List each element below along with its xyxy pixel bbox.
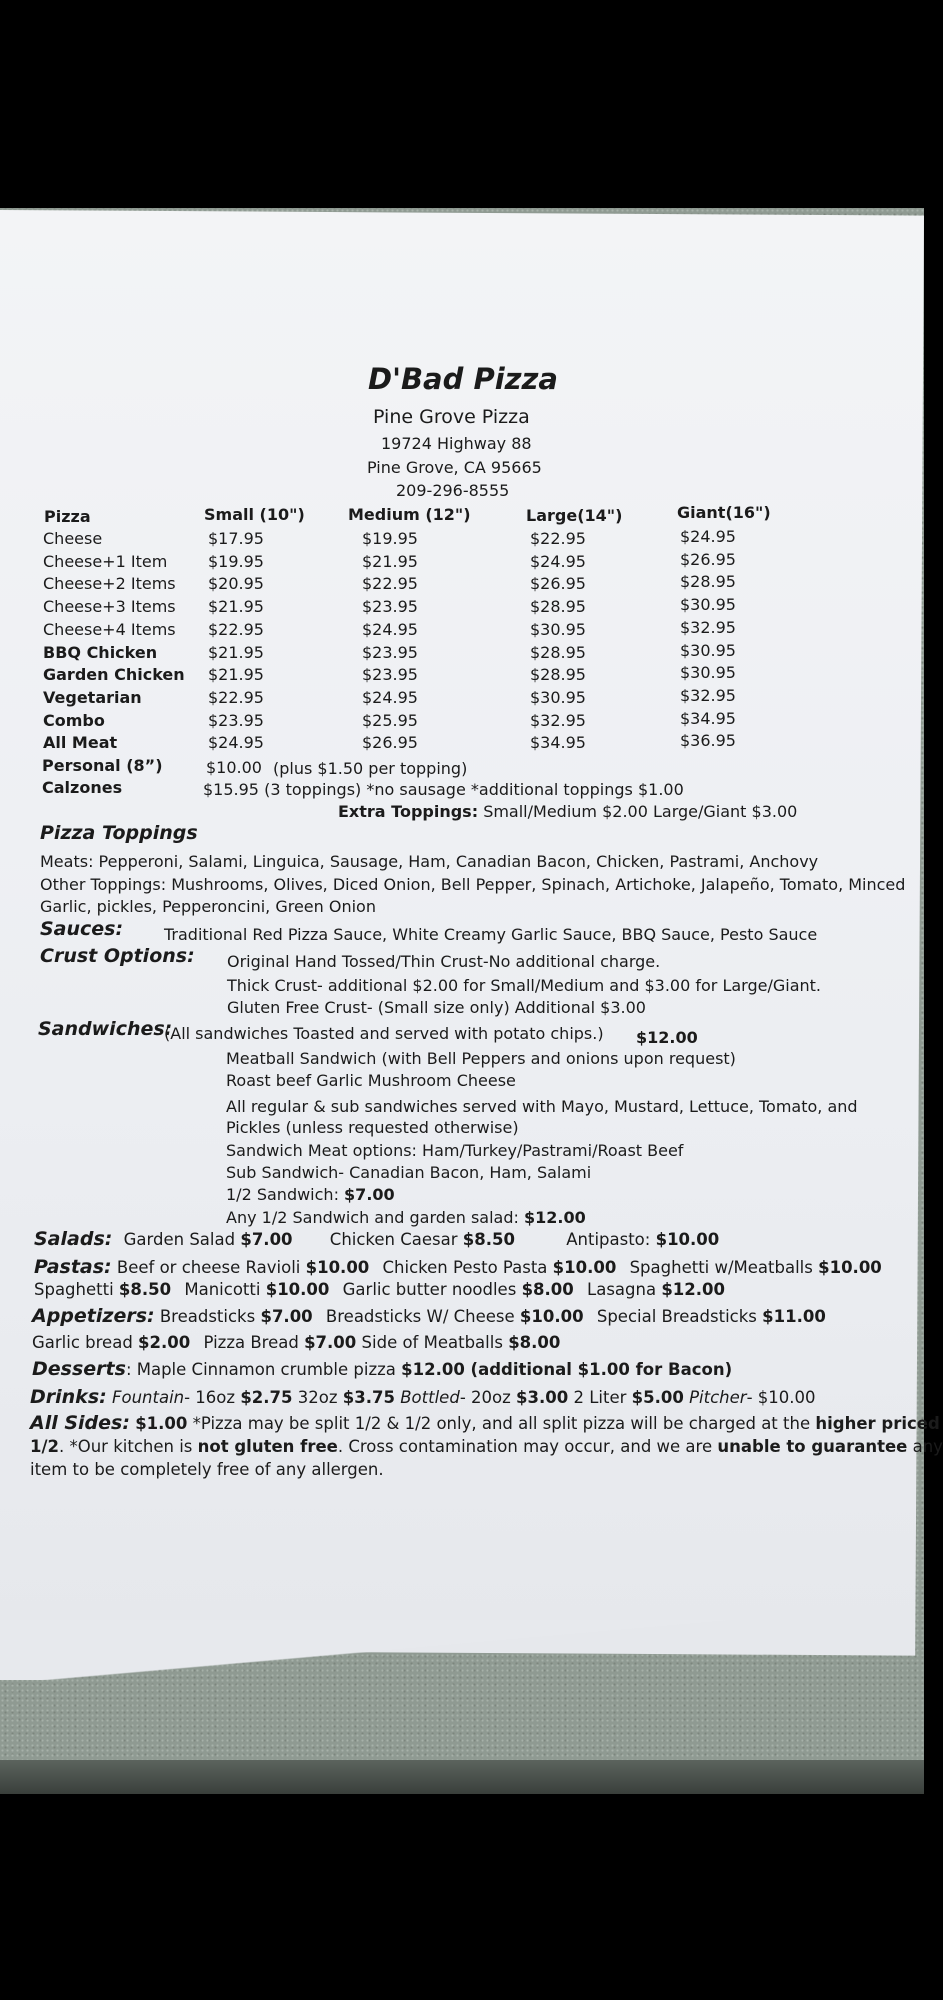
calzones-label: Calzones (42, 778, 123, 797)
price-medium: $26.95 (362, 733, 418, 753)
sandwich-line-6: Sub Sandwich- Canadian Bacon, Ham, Salami (226, 1163, 592, 1182)
app-garlic-bread: Garlic bread (32, 1333, 133, 1352)
extra-toppings-label: Extra Toppings: (338, 802, 479, 821)
drinks-2liter: 2 Liter (573, 1388, 627, 1407)
app-meatballs-price: $8.00 (508, 1333, 561, 1352)
price-medium: $19.95 (362, 529, 418, 548)
drinks-20oz: - 20oz (459, 1388, 511, 1407)
pasta-garlic-noodles: Garlic butter noodles (342, 1280, 517, 1299)
pasta-ravioli: Beef or cheese Ravioli (116, 1258, 301, 1277)
crust-line-1: Original Hand Tossed/Thin Crust-No additional charge. (227, 952, 661, 971)
price-medium: $22.95 (362, 574, 418, 594)
price-small: $22.95 (208, 687, 264, 707)
desserts-text: : Maple Cinnamon crumble pizza (125, 1360, 396, 1379)
price-giant: $24.95 (680, 527, 736, 546)
pasta-spaghetti: Spaghetti (34, 1280, 114, 1299)
app-special-breadsticks: Special Breadsticks (596, 1307, 757, 1326)
drinks-pitcher-label: Pitcher (689, 1388, 747, 1407)
toppings-heading: Pizza Toppings (40, 822, 198, 844)
price-medium: $25.95 (362, 710, 418, 730)
guarantee-note-bold: unable to guarantee (717, 1437, 908, 1456)
col-header-small: Small (10") (204, 505, 305, 524)
price-large: $30.95 (530, 687, 586, 707)
personal-note: (plus $1.50 per topping) (273, 759, 468, 778)
price-small: $24.95 (208, 733, 264, 753)
pizza-name: All Meat (43, 733, 118, 753)
pizza-name: BBQ Chicken (43, 642, 158, 662)
pastas-heading: Pastas: (34, 1256, 112, 1278)
allergen-note: item to be completely free of any allergen. (30, 1460, 384, 1479)
pizza-name: Cheese+3 Items (43, 597, 176, 617)
pizza-name: Cheese (43, 529, 103, 548)
price-large: $30.95 (530, 619, 586, 639)
appetizers-heading: Appetizers: (32, 1305, 155, 1327)
drinks-pitcher-price: - $10.00 (746, 1388, 816, 1407)
pizza-name: Cheese+4 Items (43, 619, 176, 639)
app-special-breadsticks-price: $11.00 (762, 1307, 826, 1326)
price-medium: $24.95 (362, 687, 418, 707)
shadow-strip (0, 1760, 924, 1794)
price-small: $22.95 (208, 619, 264, 639)
price-large: $28.95 (530, 642, 586, 662)
pasta-pesto-price: $10.00 (552, 1258, 617, 1277)
price-giant: $32.95 (680, 685, 736, 705)
price-giant: $34.95 (680, 708, 736, 728)
sandwiches-price: $12.00 (636, 1028, 698, 1047)
drinks-heading: Drinks: (30, 1386, 107, 1408)
split-pizza-note: *Pizza may be split 1/2 & 1/2 only, and all split pizza will be charged at the (192, 1414, 811, 1433)
pasta-garlic-noodles-price: $8.00 (521, 1280, 574, 1299)
salad-caesar-price: $8.50 (462, 1230, 515, 1249)
col-header-pizza: Pizza (44, 507, 91, 526)
split-pizza-note-bold: higher priced (815, 1414, 940, 1433)
drinks-32oz: 32oz (297, 1388, 338, 1407)
pizza-name: Cheese+2 Items (43, 574, 176, 594)
price-small: $21.95 (208, 642, 264, 662)
sandwich-line-4: Pickles (unless requested otherwise) (226, 1118, 519, 1137)
price-small: $21.95 (208, 597, 264, 617)
drinks-16oz: - 16oz (184, 1388, 236, 1407)
price-medium: $24.95 (362, 619, 418, 639)
half-note: 1/2 (30, 1437, 59, 1456)
crust-heading: Crust Options: (40, 945, 195, 967)
gluten-note-end: any (912, 1437, 943, 1456)
price-giant: $32.95 (680, 617, 736, 637)
app-breadsticks-cheese-price: $10.00 (519, 1307, 584, 1326)
app-breadsticks-cheese: Breadsticks W/ Cheese (325, 1307, 515, 1326)
col-header-medium: Medium (12") (348, 505, 471, 524)
toppings-meats: Meats: Pepperoni, Salami, Linguica, Sausage, Ham, Canadian Bacon, Chicken, Pastrami, Anchovy (40, 852, 819, 871)
crust-line-3: Gluten Free Crust- (Small size only) Additional $3.00 (227, 998, 646, 1017)
price-large: $24.95 (530, 551, 586, 571)
salad-antipasto: Antipasto: (566, 1230, 651, 1249)
pasta-lasagna-price: $12.00 (661, 1280, 725, 1299)
price-small: $17.95 (208, 529, 264, 548)
gluten-note-bold: not gluten free (197, 1437, 338, 1456)
price-medium: $21.95 (362, 551, 418, 571)
sandwiches-intro: (All sandwiches Toasted and served with potato chips.) (164, 1024, 604, 1043)
sandwich-line-5: Sandwich Meat options: Ham/Turkey/Pastrami/Roast Beef (226, 1141, 684, 1160)
sandwich-line-2: Roast beef Garlic Mushroom Cheese (226, 1071, 516, 1090)
pasta-ravioli-price: $10.00 (305, 1258, 370, 1277)
app-meatballs: Side of Meatballs (361, 1333, 503, 1352)
pasta-spaghetti-price: $8.50 (118, 1280, 172, 1299)
pasta-spaghetti-meatballs: Spaghetti w/Meatballs (629, 1258, 813, 1277)
sandwich-line-3: All regular & sub sandwiches served with Mayo, Mustard, Lettuce, Tomato, and (226, 1097, 858, 1116)
drinks-2liter-price: $5.00 (631, 1388, 684, 1407)
price-large: $28.95 (530, 665, 586, 685)
col-header-large: Large(14") (526, 506, 623, 525)
price-giant: $30.95 (680, 595, 736, 615)
toppings-other-2: Garlic, pickles, Pepperoncini, Green Onion (40, 897, 376, 916)
price-large: $28.95 (530, 597, 586, 617)
restaurant-title: D'Bad Pizza (368, 362, 559, 396)
price-small: $19.95 (208, 551, 264, 571)
gluten-note-a: . *Our kitchen is (59, 1437, 193, 1456)
price-giant: $26.95 (680, 549, 736, 569)
sandwich-salad-price: $12.00 (524, 1208, 586, 1227)
phone-number: 209-296-8555 (396, 481, 510, 500)
app-pizza-bread: Pizza Bread (203, 1333, 299, 1352)
price-small: $21.95 (208, 665, 264, 685)
address-line-1: 19724 Highway 88 (381, 434, 532, 453)
desserts-heading: Desserts (32, 1358, 126, 1380)
price-small: $23.95 (208, 710, 264, 730)
app-garlic-bread-price: $2.00 (138, 1333, 191, 1352)
half-sandwich-label: 1/2 Sandwich: (226, 1185, 339, 1204)
price-medium: $23.95 (362, 597, 418, 617)
extra-toppings-text: Small/Medium $2.00 Large/Giant $3.00 (483, 802, 798, 821)
pasta-lasagna: Lasagna (587, 1280, 657, 1299)
app-breadsticks-price: $7.00 (260, 1307, 313, 1326)
gluten-note-b: . Cross contamination may occur, and we are (337, 1437, 713, 1456)
pasta-spaghetti-meatballs-price: $10.00 (818, 1258, 882, 1277)
price-medium: $23.95 (362, 642, 418, 662)
drinks-16oz-price: $2.75 (240, 1388, 293, 1407)
drinks-fountain-label: Fountain (111, 1388, 185, 1407)
salads-heading: Salads: (34, 1228, 113, 1250)
sides-price: $1.00 (135, 1414, 188, 1433)
drinks-bottled-label: Bottled (400, 1388, 460, 1407)
pizza-name: Garden Chicken (43, 665, 185, 685)
price-small: $20.95 (208, 574, 264, 594)
paper-edge (0, 1620, 924, 1680)
pasta-pesto: Chicken Pesto Pasta (382, 1258, 548, 1277)
col-header-giant: Giant(16") (677, 503, 771, 522)
sides-heading: All Sides: (30, 1412, 130, 1434)
personal-price: $10.00 (206, 758, 262, 777)
drinks-20oz-price: $3.00 (516, 1388, 569, 1407)
address-line-2: Pine Grove, CA 95665 (367, 458, 542, 477)
pizza-name: Combo (43, 710, 105, 730)
price-giant: $36.95 (680, 731, 736, 751)
sandwiches-heading: Sandwiches: (38, 1018, 173, 1040)
price-large: $22.95 (530, 529, 586, 548)
personal-label: Personal (8”) (42, 756, 163, 775)
salad-antipasto-price: $10.00 (655, 1230, 720, 1249)
pizza-name: Cheese+1 Item (43, 551, 168, 571)
pasta-manicotti-price: $10.00 (265, 1280, 330, 1299)
price-large: $34.95 (530, 733, 586, 753)
half-sandwich-price: $7.00 (344, 1185, 395, 1204)
drinks-32oz-price: $3.75 (342, 1388, 395, 1407)
price-large: $32.95 (530, 710, 586, 730)
price-large: $26.95 (530, 574, 586, 594)
price-giant: $30.95 (680, 640, 736, 660)
calzones-text: $15.95 (3 toppings) *no sausage *additional toppings $1.00 (203, 780, 684, 799)
price-giant: $30.95 (680, 663, 736, 683)
pasta-manicotti: Manicotti (184, 1280, 261, 1299)
pizza-name: Vegetarian (43, 687, 142, 707)
sandwich-line-1: Meatball Sandwich (with Bell Peppers and onions upon request) (226, 1049, 736, 1068)
price-medium: $23.95 (362, 665, 418, 685)
salad-caesar: Chicken Caesar (329, 1230, 458, 1249)
app-pizza-bread-price: $7.00 (304, 1333, 357, 1352)
desserts-price: $12.00 (additional $1.00 for Bacon) (401, 1360, 733, 1379)
salad-garden-price: $7.00 (240, 1230, 293, 1249)
app-breadsticks: Breadsticks (159, 1307, 256, 1326)
crust-line-2: Thick Crust- additional $2.00 for Small/Medium and $3.00 for Large/Giant. (227, 976, 821, 995)
price-giant: $28.95 (680, 572, 736, 592)
restaurant-subtitle: Pine Grove Pizza (373, 406, 530, 428)
salad-garden: Garden Salad (123, 1230, 236, 1249)
sauces-heading: Sauces: (40, 918, 124, 940)
sandwich-salad-label: Any 1/2 Sandwich and garden salad: (226, 1208, 519, 1227)
toppings-other-1: Other Toppings: Mushrooms, Olives, Diced Onion, Bell Pepper, Spinach, Artichoke, Jalapeño, Tomato, Minced (40, 875, 906, 894)
sauces-text: Traditional Red Pizza Sauce, White Creamy Garlic Sauce, BBQ Sauce, Pesto Sauce (164, 925, 818, 944)
